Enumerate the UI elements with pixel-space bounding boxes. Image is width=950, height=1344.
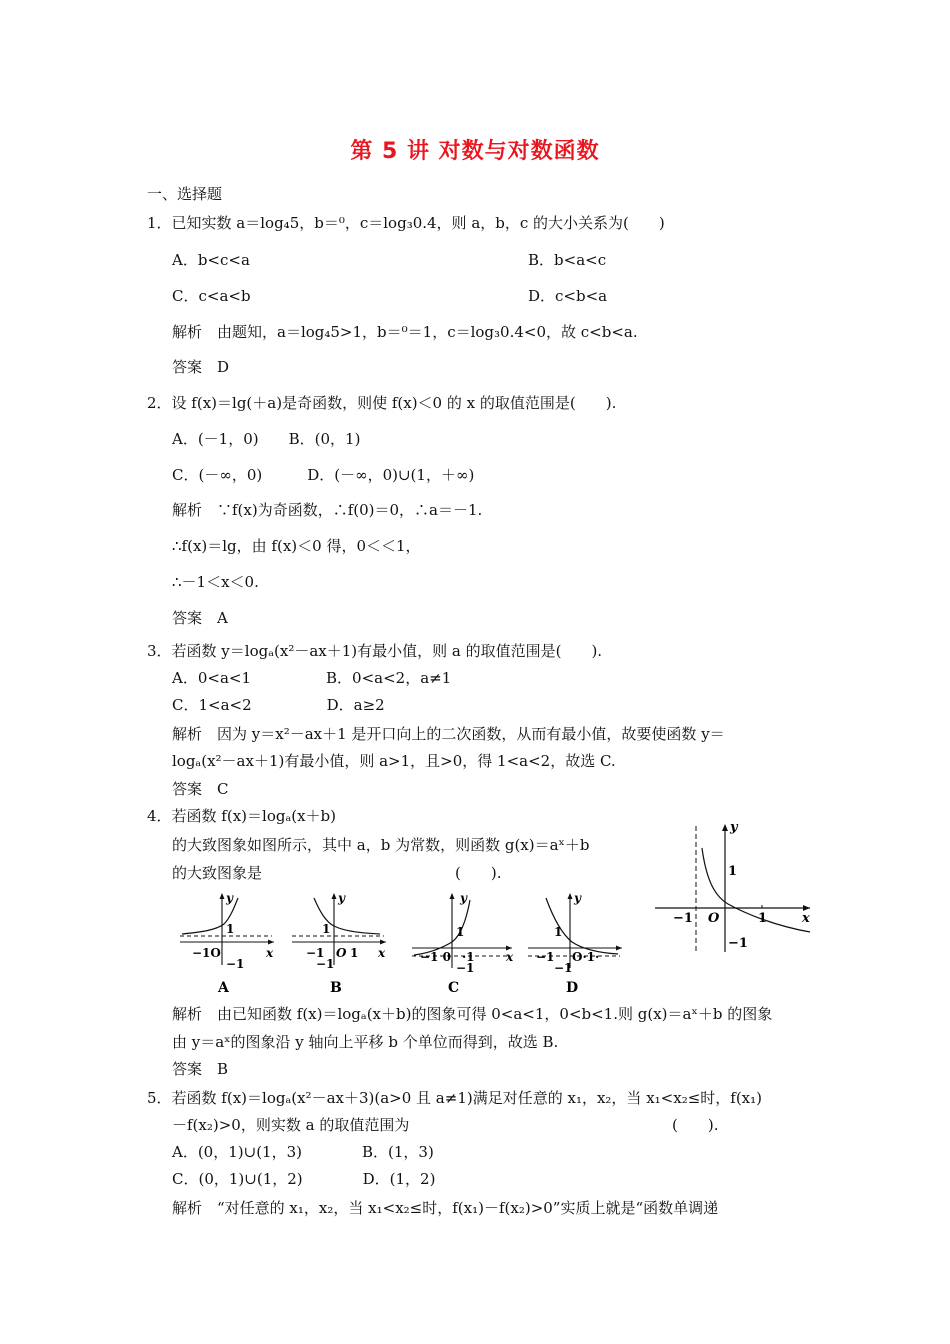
q3-answer: 答案 C <box>172 780 229 798</box>
q4-analysis-2: 由 y＝aˣ的图象沿 y 轴向上平移 b 个单位而得到，故选 B. <box>172 1033 559 1051</box>
q1-option-c: C．c<a<b <box>172 287 251 305</box>
q1-analysis: 解析 由题知，a＝log₄5>1，b＝⁰＝1，c＝log₃0.4<0，故 c<b<a. <box>172 323 638 341</box>
q1-stem: 1．已知实数 a＝log₄5，b＝⁰，c＝log₃0.4，则 a，b，c 的大小关系为( ) <box>147 214 665 232</box>
q3-options-cd: C．1<a<2 D．a≥2 <box>172 696 385 714</box>
q3-analysis-2: logₐ(x²－ax＋1)有最小值，则 a>1，且>0，得 1<a<2，故选 C. <box>172 752 616 770</box>
q3-options-ab: A．0<a<1 B．0<a<2，a≠1 <box>172 669 452 687</box>
graph-d-y-label: y <box>574 891 581 905</box>
q2-answer: 答案 A <box>172 609 228 627</box>
q5-stem-2: －f(x₂)>0，则实数 a 的取值范围为 <box>172 1116 410 1134</box>
q4-answer: 答案 B <box>172 1060 229 1078</box>
graph-b-one-y: 1 <box>322 922 331 936</box>
q4-stem-3: 的大致图象是 <box>172 864 263 882</box>
main-x-label: x <box>802 911 810 926</box>
graph-d-neg-one-y: −1 <box>554 961 573 975</box>
graph-c-one: 1 <box>456 925 465 939</box>
q3-analysis-1: 解析 因为 y＝x²－ax＋1 是开口向上的二次函数，从而有最小值，故要使函数 y＝ <box>172 725 725 743</box>
q4-stem-1: 4．若函数 f(x)＝logₐ(x＋b) <box>147 807 337 825</box>
main-one-x: 1 <box>758 911 768 926</box>
graph-c-caption: C <box>448 980 460 996</box>
graph-b-one-x: 1 <box>350 946 359 960</box>
q2-analysis-2: ∴f(x)＝lg，由 f(x)＜0 得，0＜＜1， <box>172 537 421 555</box>
q2-options-ab: A．(－1，0) B．(0，1) <box>172 430 361 448</box>
main-neg-one-x: −1 <box>673 911 693 926</box>
graph-d-neg-one-x: −1 <box>536 950 555 964</box>
q4-graph-c <box>408 890 518 1000</box>
graph-a-y-arrow <box>220 893 225 899</box>
q1-option-b: B．b<a<c <box>528 251 607 269</box>
section-heading: 一、选择题 <box>147 185 223 203</box>
graph-b-x-arrow <box>380 940 386 945</box>
graph-c-y-label: y <box>460 891 467 905</box>
graph-d-x-arrow <box>616 946 622 951</box>
graph-b-x-label: x <box>378 946 386 960</box>
q5-stem-1: 5．若函数 f(x)＝logₐ(x²－ax＋3)(a>0 且 a≠1)满足对任意的 x₁，x₂，当 x₁<x₂≤时，f(x₁) <box>147 1089 763 1107</box>
main-y-label: y <box>730 820 738 835</box>
graph-c-x-label: x <box>506 950 514 964</box>
main-neg-one-y: −1 <box>728 936 748 951</box>
graph-b-neg-one-y: −1 <box>316 957 335 971</box>
q4-answer-paren: ( ). <box>455 864 502 882</box>
q5-analysis: 解析 “对任意的 x₁，x₂，当 x₁<x₂≤时，f(x₁)－f(x₂)>0”实质上就是“函数单调递 <box>172 1199 719 1217</box>
graph-a-neg-one: −1 <box>226 957 245 971</box>
graph-a-x-label: x <box>266 946 274 960</box>
q4-graph-d <box>524 890 628 1000</box>
q4-graph-a <box>176 890 280 1000</box>
graph-d-y-arrow <box>568 893 573 899</box>
q5-answer-paren: ( ). <box>672 1116 719 1134</box>
main-origin-label: O <box>708 911 720 926</box>
graph-a-neg-one-o: −1O <box>192 946 221 960</box>
q2-analysis-3: ∴－1＜x＜0. <box>172 573 259 591</box>
graph-c-tick-one: ·1 <box>462 950 475 964</box>
q2-options-cd: C．(－∞，0) D．(－∞，0)∪(1，＋∞) <box>172 466 475 484</box>
main-y-arrow <box>722 824 728 831</box>
graph-c-y-arrow <box>450 893 455 899</box>
graph-b-origin: O <box>336 946 347 960</box>
main-one-y: 1 <box>728 864 738 879</box>
q4-stem-2: 的大致图象如图所示，其中 a，b 为常数，则函数 g(x)＝aˣ＋b <box>172 836 590 854</box>
q4-analysis-1: 解析 由已知函数 f(x)＝logₐ(x＋b)的图象可得 0<a<1，0<b<1.则 g(x)＝aˣ＋b 的图象 <box>172 1005 773 1023</box>
graph-d-one: 1 <box>554 925 563 939</box>
graph-a-y-label: y <box>226 891 233 905</box>
q1-option-d: D．c<b<a <box>528 287 608 305</box>
q1-answer: 答案 D <box>172 358 230 376</box>
q4-main-graph <box>650 818 820 958</box>
graph-c-neg-one-zero: −1 0 <box>420 950 451 964</box>
graph-a-caption: A <box>218 980 229 996</box>
page-title: 第 5 讲 对数与对数函数 <box>350 139 600 164</box>
q3-stem: 3．若函数 y＝logₐ(x²－ax＋1)有最小值，则 a 的取值范围是( ). <box>147 642 603 660</box>
graph-b-y-label: y <box>338 891 345 905</box>
graph-c-neg-one: −1 <box>456 961 475 975</box>
graph-a-x-arrow <box>268 940 274 945</box>
q1-option-a: A．b<c<a <box>172 251 250 269</box>
q5-options-cd: C．(0，1)∪(1，2) D．(1，2) <box>172 1170 436 1188</box>
graph-d-caption: D <box>566 980 579 996</box>
q2-analysis-1: 解析 ∵f(x)为奇函数，∴f(0)＝0，∴a＝－1. <box>172 501 483 519</box>
graph-a-one: 1 <box>226 922 235 936</box>
q5-options-ab: A．(0，1)∪(1，3) B．(1，3) <box>172 1143 434 1161</box>
graph-b-caption: B <box>330 980 342 996</box>
graph-b-y-arrow <box>332 893 337 899</box>
graph-b-neg-one-x: −1 <box>306 946 325 960</box>
q4-graph-b <box>288 890 392 1000</box>
graph-d-right-labels: O·1· <box>572 950 600 964</box>
q2-stem: 2．设 f(x)＝lg(＋a)是奇函数，则使 f(x)＜0 的 x 的取值范围是( ). <box>147 394 617 412</box>
